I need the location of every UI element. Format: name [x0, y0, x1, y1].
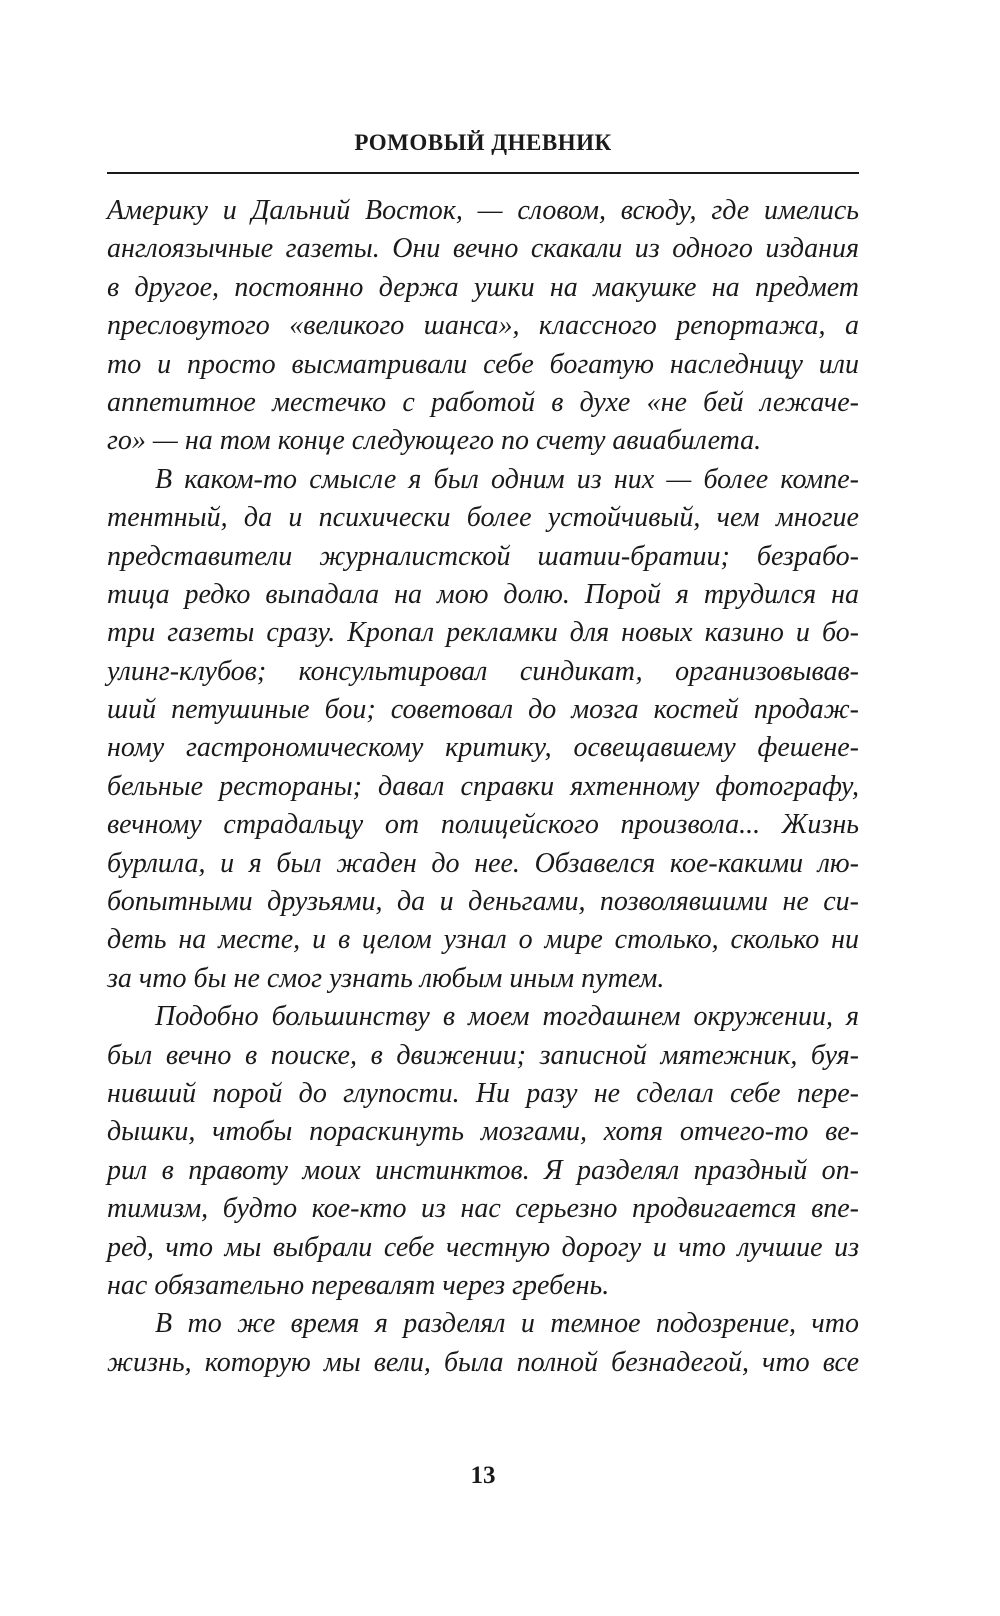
body-text	[107, 192, 859, 1382]
text-line: тентный, да и психически более устойчивый, чем многие	[107, 502, 859, 534]
text-line: три газеты сразу. Кропал рекламки для новых казино и бо-	[107, 617, 859, 649]
text-line: представители журналистской шатии-братии; безрабо-	[107, 540, 859, 572]
text-line: рил в правоту моих инстинктов. Я разделял праздный оп-	[107, 1154, 859, 1186]
text-line: англоязычные газеты. Они вечно скакали из одного издания	[107, 233, 859, 265]
text-line: жизнь, которую мы вели, была полной безнадегой, что все	[107, 1346, 859, 1378]
text-line: бопытными друзьями, да и деньгами, позволявшими не си-	[107, 886, 859, 918]
text-line: нас обязательно перевалят через гребень.	[107, 1269, 610, 1301]
text-line: ред, что мы выбрали себе честную дорогу и что лучшие из	[107, 1231, 859, 1263]
text-line: ший петушиные бои; советовал до мозга костей продаж-	[107, 694, 859, 726]
text-line: го» — на том конце следующего по счету авиабилета.	[107, 425, 762, 457]
text-line: тимизм, будто кое-кто из нас серьезно продвигается впе-	[107, 1193, 859, 1225]
paragraph	[107, 998, 859, 1305]
text-line: тица редко выпадала на мою долю. Порой я трудился на	[107, 578, 859, 610]
text-line: то и просто высматривали себе богатую наследницу или	[107, 348, 859, 380]
page-number: 13	[470, 1462, 496, 1489]
text-line: нивший порой до глупости. Ни разу не сделал себе пере-	[107, 1077, 859, 1109]
text-line: улинг-клубов; консультировал синдикат, организовывав-	[107, 655, 859, 687]
text-line: В каком-то смысле я был одним из них — более компе-	[155, 463, 859, 495]
text-line: В то же время я разделял и темное подозрение, что	[155, 1308, 859, 1340]
paragraph	[107, 192, 859, 461]
text-line: бурлила, и я был жаден до нее. Обзавелся кое-какими лю-	[107, 847, 859, 879]
text-line: за что бы не смог узнать любым иным путем.	[107, 962, 665, 994]
text-line: Подобно большинству в моем тогдашнем окружении, я	[155, 1001, 859, 1033]
text-line: был вечно в поиске, в движении; записной мятежник, буя-	[107, 1039, 859, 1071]
paragraph	[107, 461, 859, 998]
paragraph	[107, 1305, 859, 1382]
text-line: бельные рестораны; давал справки яхтенному фотографу,	[107, 770, 859, 802]
running-title: РОМОВЫЙ ДНЕВНИК	[354, 130, 612, 155]
text-line: деть на месте, и в целом узнал о мире столько, сколько ни	[107, 924, 859, 956]
text-line: пресловутого «великого шанса», классного репортажа, а	[107, 310, 859, 342]
header-divider	[107, 172, 859, 174]
text-line: ному гастрономическому критику, освещавшему фешене-	[107, 732, 859, 764]
text-line: в другое, постоянно держа ушки на макушке на предмет	[107, 271, 859, 303]
text-line: дышки, чтобы пораскинуть мозгами, хотя отчего-то ве-	[107, 1116, 859, 1148]
text-line: вечному страдальцу от полицейского произвола... Жизнь	[107, 809, 859, 841]
text-line: Америку и Дальний Восток, — словом, всюду, где имелись	[107, 195, 859, 226]
text-line: аппетитное местечко с работой в духе «не бей лежаче-	[107, 386, 859, 418]
